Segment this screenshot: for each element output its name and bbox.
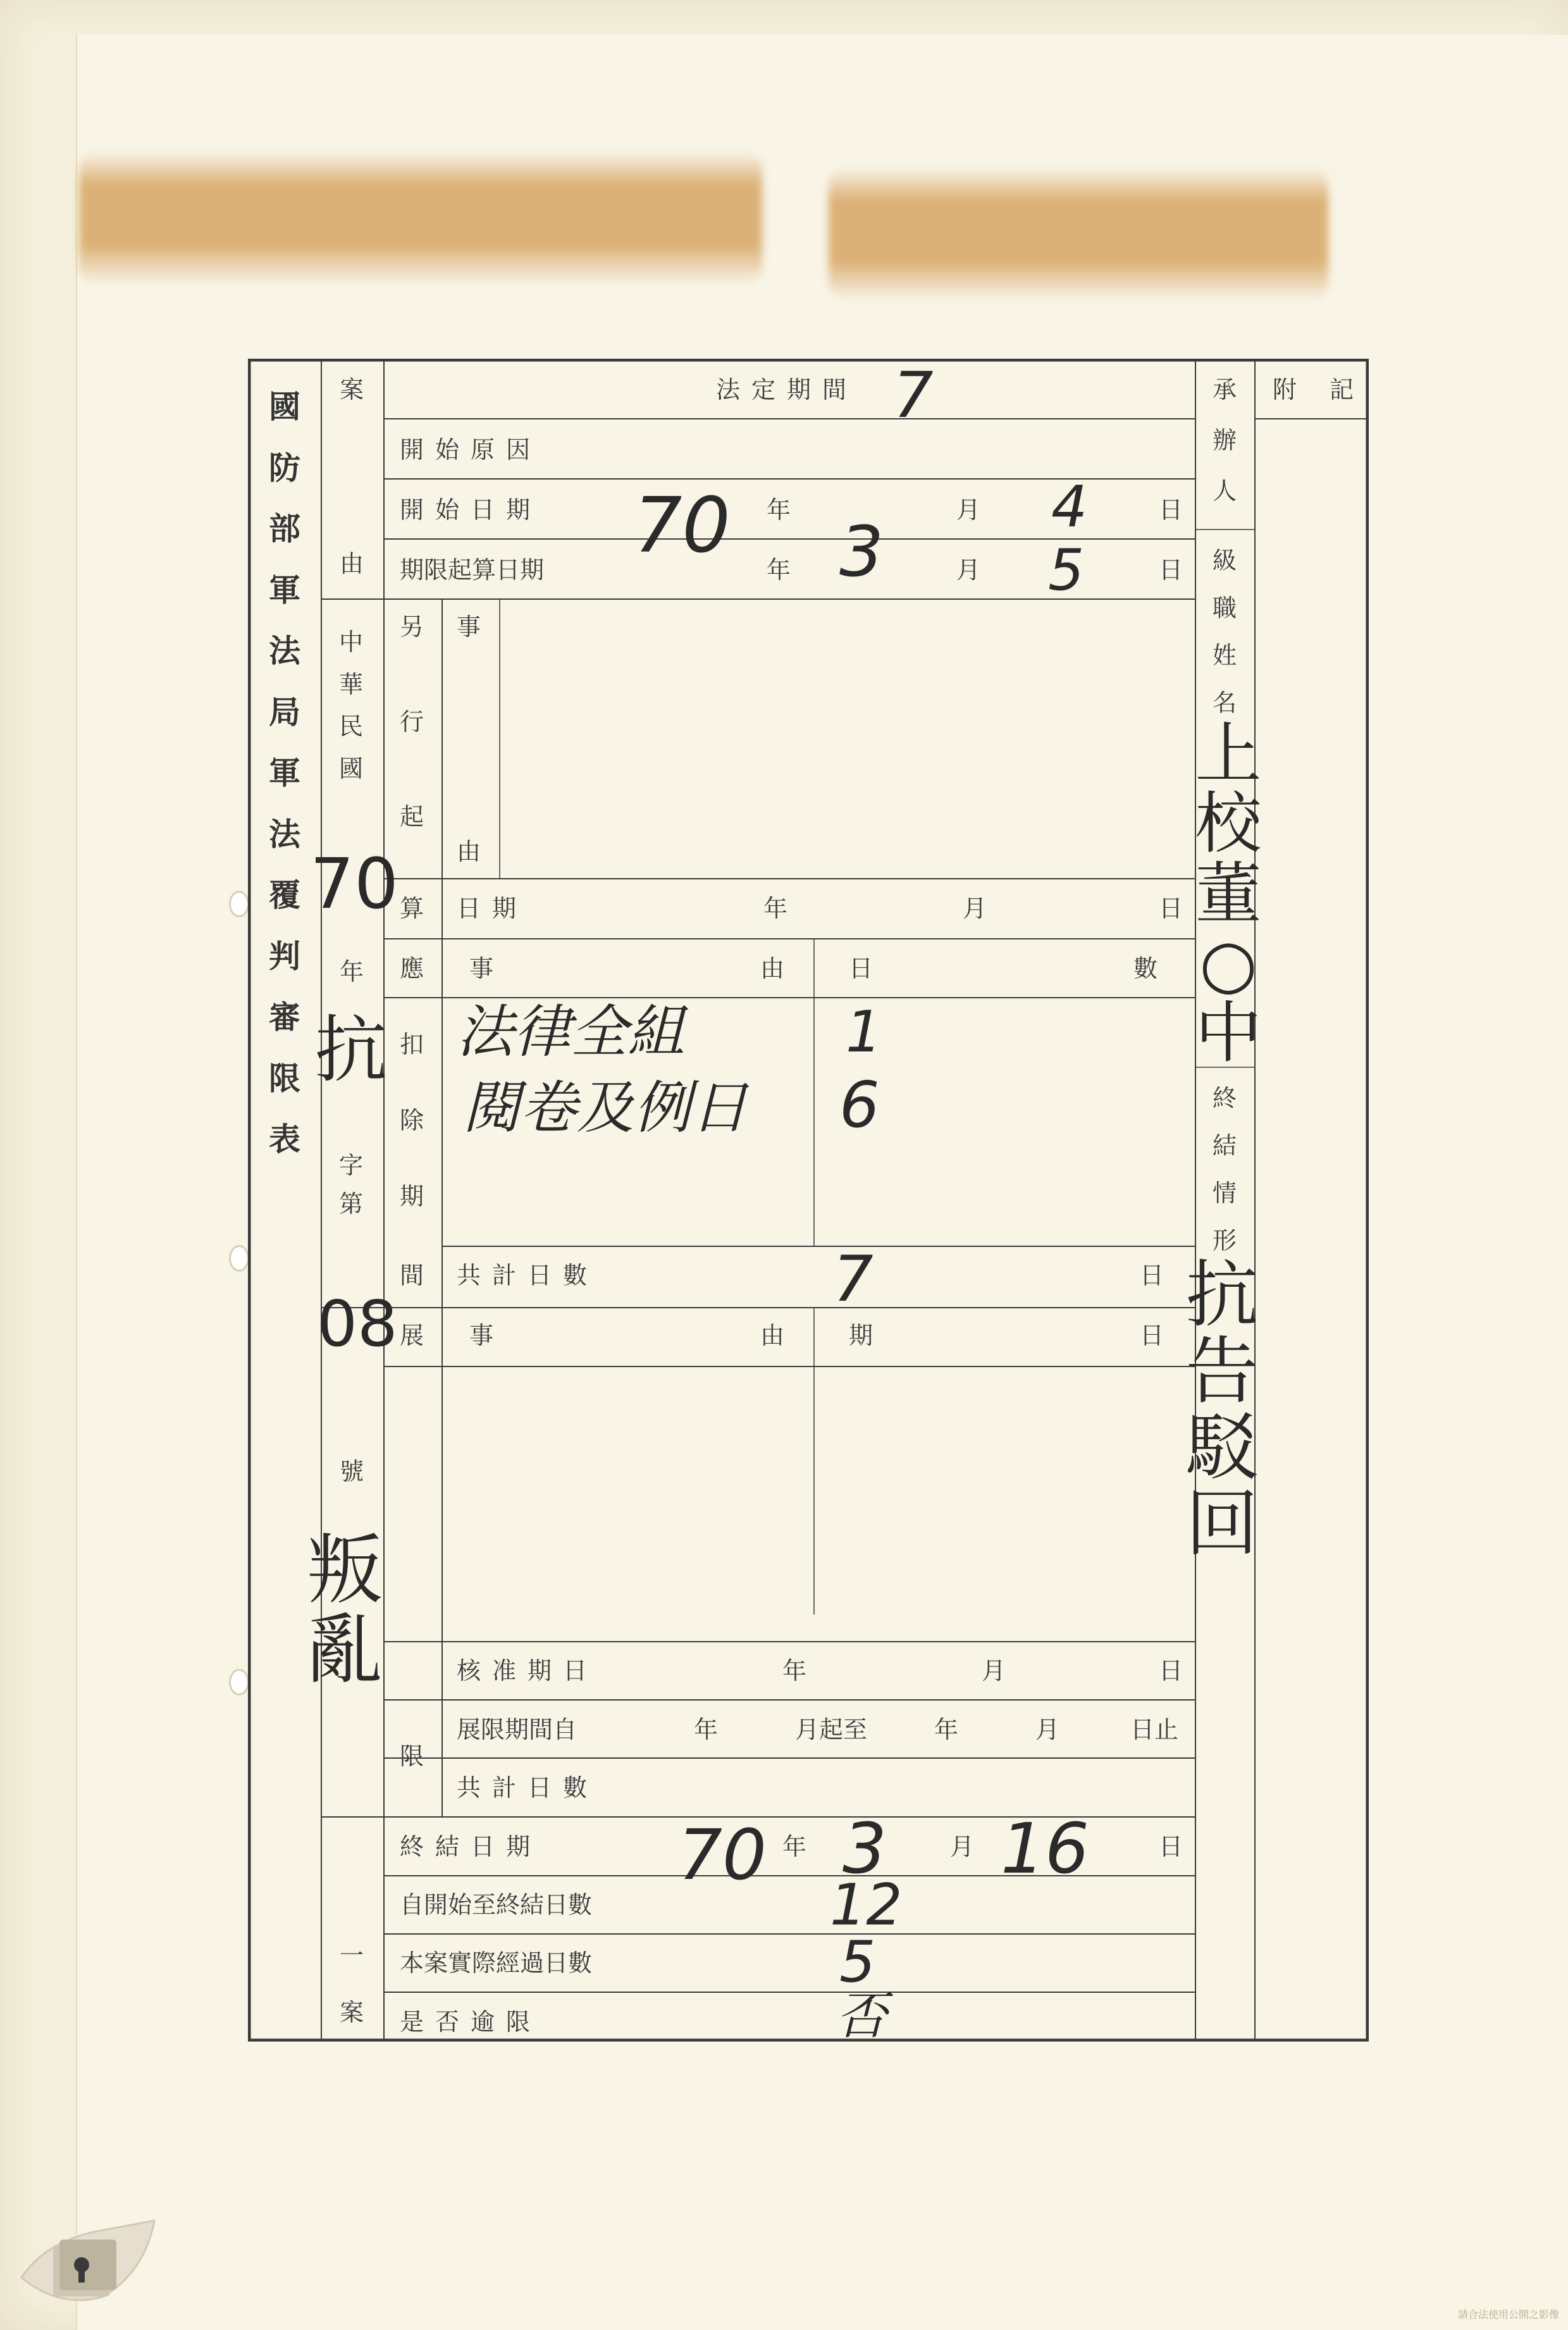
- label-closing-status-4: 形: [1213, 1227, 1237, 1255]
- label-yi: 一: [340, 1942, 364, 1969]
- hw-days-start-to-end: 12: [830, 1872, 903, 1938]
- hw-total-deduct-days: 7: [833, 1242, 874, 1316]
- label-closing-status-2: 結: [1213, 1132, 1237, 1160]
- binding-hole-middle: [229, 1245, 249, 1272]
- hw-overdue: 否: [836, 1986, 887, 2045]
- label-approval-day: 日: [1159, 1657, 1183, 1685]
- label-separate-2: 行: [400, 708, 424, 736]
- label-separate-4: 算: [400, 895, 424, 922]
- label-period-month: 月: [956, 556, 981, 584]
- label-separate-matter: 事: [457, 613, 481, 641]
- label-extend-reason: 由: [760, 1322, 785, 1349]
- label-hao: 號: [340, 1458, 364, 1485]
- label-closing-year: 年: [782, 1833, 807, 1861]
- label-remarks-1: 附: [1273, 376, 1297, 404]
- label-deduct-days-count: 數: [1133, 955, 1158, 982]
- label-extend-period: 期: [849, 1322, 874, 1349]
- label-extension-period-from: 展限期間自: [457, 1716, 577, 1744]
- hw-deduct-days-2: 6: [839, 1068, 880, 1142]
- hw-actual-days: 5: [839, 1929, 876, 1995]
- label-period-day: 日: [1159, 556, 1183, 584]
- label-closing-status-1: 終: [1213, 1084, 1237, 1112]
- label-approval-date: 核准期日: [457, 1657, 599, 1685]
- hw-deduct-reason-2: 閱卷及例日: [463, 1075, 748, 1141]
- label-separate-year: 年: [763, 895, 788, 922]
- label-deduct-2: 扣: [400, 1031, 424, 1058]
- label-char-no: 字第: [338, 1151, 363, 1218]
- label-start-date: 開始日期: [400, 496, 542, 524]
- label-closing-day: 日: [1159, 1833, 1183, 1861]
- hw-deduct-reason-1: 法律全組: [457, 999, 684, 1065]
- label-extend-2: 限: [400, 1742, 424, 1770]
- label-extension-total-days: 共計日數: [457, 1774, 599, 1802]
- label-extension-year-2: 年: [934, 1716, 959, 1744]
- label-extend-matter: 事: [469, 1322, 494, 1349]
- label-total-deduct-day-unit: 日: [1140, 1261, 1164, 1289]
- hw-period-start-day: 5: [1048, 537, 1085, 604]
- hw-closing-year: 70: [678, 1814, 767, 1895]
- label-deduct-reason: 由: [760, 955, 785, 982]
- label-start-day: 日: [1159, 496, 1183, 524]
- binding-hole-top: [229, 891, 249, 917]
- label-start-month: 月: [956, 496, 981, 524]
- label-case-reason: 由: [340, 550, 364, 578]
- label-roc: 中華民國: [338, 628, 363, 783]
- label-remarks-2: 記: [1330, 376, 1354, 404]
- binding-hole-bottom: [229, 1669, 249, 1695]
- label-closing-date: 終結日期: [400, 1833, 542, 1861]
- label-extend-1: 展: [400, 1322, 424, 1349]
- hw-case-no: 08: [317, 1287, 398, 1361]
- label-legal-period: 法定期間: [716, 376, 858, 404]
- archive-seal-logo: [9, 2202, 161, 2312]
- label-extension-year-1: 年: [694, 1716, 719, 1744]
- hw-start-year: 70: [634, 482, 731, 570]
- label-handler-3: 人: [1213, 477, 1237, 505]
- label-deduct-days-day: 日: [849, 955, 874, 982]
- label-period-start-date: 期限起算日期: [400, 556, 545, 584]
- label-deduct-matter: 事: [469, 955, 494, 982]
- hw-handler-rank-name: 上校 董○中: [1195, 716, 1262, 1072]
- hw-case-year: 70: [310, 843, 398, 924]
- label-separate-reason: 由: [457, 838, 481, 865]
- label-case: 案: [340, 376, 364, 404]
- label-start-cause: 開始原因: [400, 436, 542, 464]
- hw-closing-day: 16: [1001, 1808, 1089, 1889]
- hw-deduct-days-1: 1: [846, 999, 882, 1065]
- hw-case-reason: 叛亂: [307, 1527, 383, 1694]
- label-extension-day-stop: 日止: [1130, 1716, 1179, 1744]
- label-deduct-3: 除: [400, 1106, 424, 1134]
- label-separate-day: 日: [1159, 895, 1183, 922]
- label-case-2: 案: [340, 1998, 364, 2026]
- label-separate-1: 另: [400, 613, 424, 641]
- label-rank-1: 級: [1213, 547, 1237, 574]
- label-separate-month: 月: [963, 895, 987, 922]
- label-deduct-5: 間: [400, 1261, 424, 1289]
- label-total-deduct-days: 共計日數: [457, 1261, 599, 1289]
- hw-legal-period: 7: [893, 358, 934, 432]
- hw-start-month: 3: [839, 511, 884, 592]
- hw-case-char: 抗: [314, 1008, 388, 1093]
- label-approval-month: 月: [982, 1657, 1006, 1685]
- trial-deadline-form: [248, 358, 1369, 2045]
- label-deduct-1: 應: [400, 955, 424, 982]
- hw-closing-status: 抗告駁回: [1185, 1253, 1259, 1567]
- label-start-year: 年: [767, 496, 791, 524]
- label-rank-3: 姓: [1213, 641, 1237, 669]
- label-separate-3: 起: [400, 803, 424, 831]
- label-rank-2: 職: [1213, 594, 1237, 622]
- tape-stain-left: [79, 152, 762, 285]
- hw-start-day: 4: [1051, 474, 1088, 540]
- form-title: 國防部軍法局軍法覆判審限表: [269, 388, 300, 1158]
- label-extension-month-2: 月: [1035, 1716, 1060, 1744]
- label-handler-1: 承: [1213, 376, 1237, 404]
- label-extend-day: 日: [1140, 1322, 1164, 1349]
- label-deduct-4: 期: [400, 1182, 424, 1210]
- hw-closing-month: 3: [843, 1808, 887, 1889]
- label-closing-month: 月: [950, 1833, 975, 1861]
- label-days-start-to-end: 自開始至終結日數: [400, 1891, 593, 1919]
- usage-notice: 請合法使用公開之影像: [1457, 2308, 1559, 2321]
- label-handler-2: 辦: [1213, 426, 1237, 454]
- label-rank-4: 名: [1213, 689, 1237, 717]
- label-case-year: 年: [340, 958, 364, 986]
- tape-stain-right: [829, 168, 1328, 301]
- label-period-year: 年: [767, 556, 791, 584]
- label-overdue: 是否逾限: [400, 2008, 542, 2036]
- label-actual-days: 本案實際經過日數: [400, 1949, 593, 1977]
- label-approval-year: 年: [782, 1657, 807, 1685]
- label-extension-month-from-to: 月起至: [795, 1716, 868, 1744]
- label-separate-date: 日期: [457, 895, 528, 922]
- label-closing-status-3: 情: [1213, 1179, 1237, 1207]
